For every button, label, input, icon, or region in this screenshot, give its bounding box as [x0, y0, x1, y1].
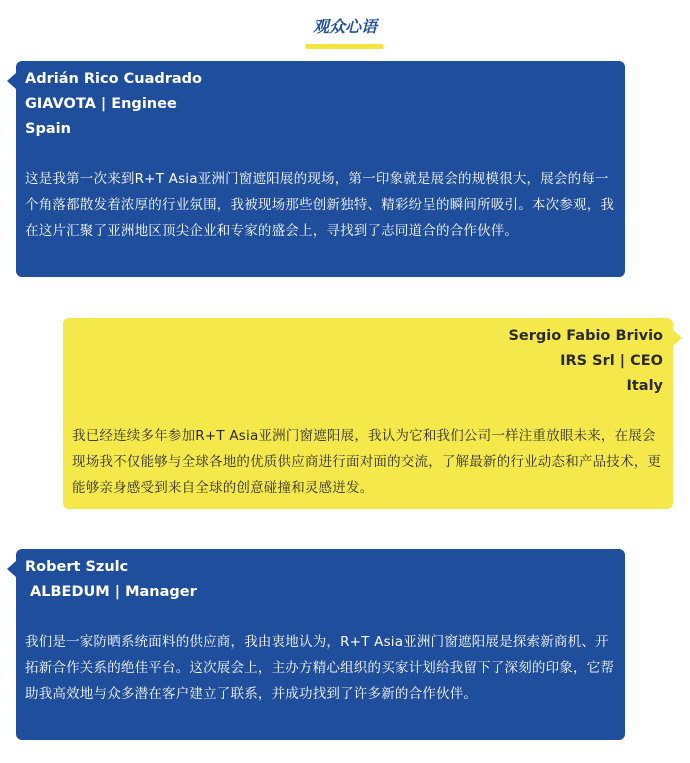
speech-tail	[673, 330, 682, 346]
speaker-country: Italy	[626, 378, 663, 394]
speaker-company-role: GIAVOTA | Enginee	[25, 96, 177, 112]
speaker-name: Robert Szulc	[25, 559, 129, 575]
speaker-name: Adrián Rico Cuadrado	[25, 71, 203, 87]
speaker-info	[72, 324, 663, 399]
speaker-company-role: ALBEDUM | Manager	[25, 584, 197, 600]
testimonial-card-1	[16, 61, 625, 277]
title-underline	[306, 44, 383, 49]
testimonial-quote: 我已经连续多年参加R+T Asia亚洲门窗遮阳展，我认为它和我们公司一样注重放眼未来，在展会现场我不仅能够与全球各地的优质供应商进行面对面的交流，了解最新的行业动态和产品技术，更能够亲身感受到来自全球的创意碰撞和灵感迸发。	[72, 428, 662, 496]
speaker-info	[25, 555, 616, 605]
speech-tail	[7, 73, 16, 89]
testimonial-quote: 我们是一家防晒系统面料的供应商，我由衷地认为，R+T Asia亚洲门窗遮阳展是探索新商机、开拓新合作关系的绝佳平台。这次展会上，主办方精心组织的买家计划给我留下了深刻的印象，它帮助我高效地与众多潜在客户建立了联系，并成功找到了许多新的合作伙伴。	[25, 634, 615, 702]
speaker-info	[25, 67, 616, 142]
speaker-country: Spain	[25, 121, 71, 137]
speaker-name: Sergio Fabio Brivio	[508, 328, 663, 344]
section-title: 观众心语	[312, 17, 377, 36]
testimonial-card-2	[63, 318, 673, 509]
speaker-company-role: IRS Srl | CEO	[560, 353, 663, 369]
testimonial-quote: 这是我第一次来到R+T Asia亚洲门窗遮阳展的现场，第一印象就是展会的规模很大，展会的每一个角落都散发着浓厚的行业氛围，我被现场那些创新独特、精彩纷呈的瞬间所吸引。本次参观，我在这片汇聚了亚洲地区顶尖企业和专家的盛会上，寻找到了志同道合的合作伙伴。	[25, 171, 615, 239]
testimonial-card-3	[16, 549, 625, 740]
speech-tail	[7, 561, 16, 577]
